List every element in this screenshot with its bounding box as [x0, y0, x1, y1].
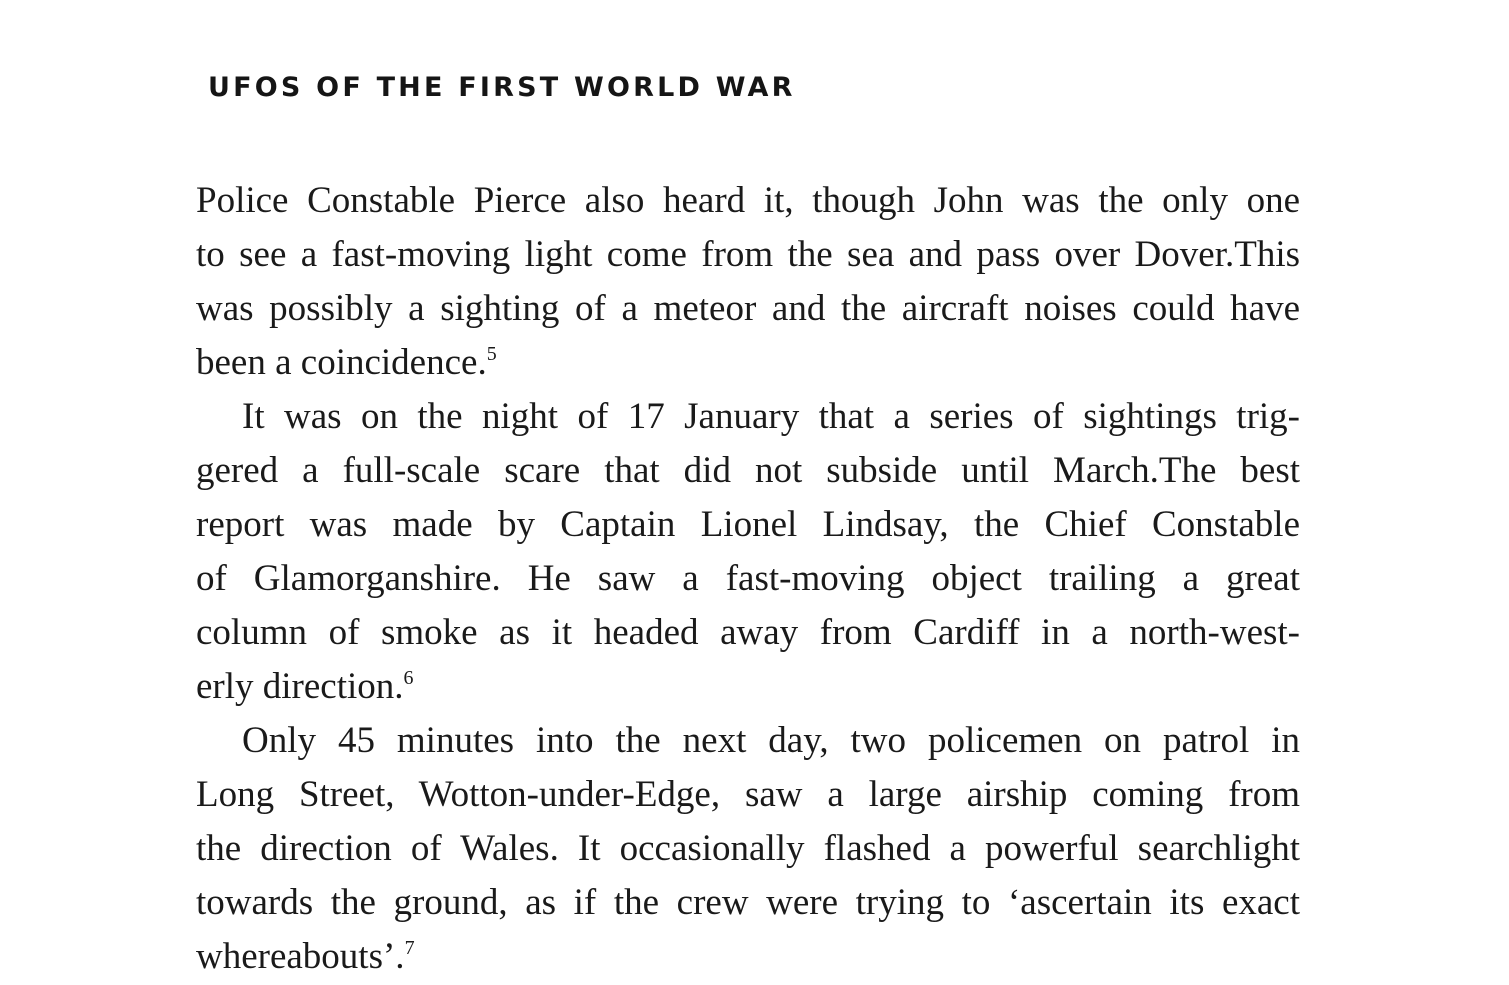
text-line-content: whereabouts’.	[196, 936, 405, 977]
text-line-last	[196, 660, 1300, 714]
text-line: column of smoke as it headed away from Cardiff in a north-west-	[196, 612, 1300, 653]
text-line: Long Street, Wotton-under-Edge, saw a large airship coming from	[196, 774, 1300, 815]
text-line-content: been a coincidence.	[196, 342, 487, 383]
body-text	[196, 174, 1300, 984]
paragraph-2	[196, 390, 1300, 714]
text-line: Police Constable Pierce also heard it, though John was the only one	[196, 180, 1300, 221]
footnote-marker: 7	[404, 937, 415, 959]
paragraph-3	[196, 714, 1300, 984]
footnote-marker: 5	[486, 343, 497, 365]
text-line-last	[196, 336, 1300, 390]
text-line: report was made by Captain Lionel Lindsay, the Chief Constable	[196, 504, 1300, 545]
footnote-marker: 6	[403, 667, 414, 689]
text-line: towards the ground, as if the crew were trying to ‘ascertain its exact	[196, 882, 1300, 923]
paragraph-1	[196, 174, 1300, 390]
text-line: It was on the night of 17 January that a series of sightings trig-	[242, 396, 1300, 437]
text-line: of Glamorganshire. He saw a fast-moving object trailing a great	[196, 558, 1300, 599]
text-line-content: erly direction.	[196, 666, 404, 707]
text-line: Only 45 minutes into the next day, two policemen on patrol in	[242, 720, 1300, 761]
text-line: was possibly a sighting of a meteor and the aircraft noises could have	[196, 288, 1300, 329]
text-line-last	[196, 930, 1300, 984]
text-line: gered a full-scale scare that did not subside until March.The best	[196, 450, 1300, 491]
text-line: the direction of Wales. It occasionally flashed a powerful searchlight	[196, 828, 1300, 869]
running-head: UFOS OF THE FIRST WORLD WAR	[208, 72, 796, 103]
text-line: to see a fast-moving light come from the sea and pass over Dover.This	[196, 234, 1300, 275]
